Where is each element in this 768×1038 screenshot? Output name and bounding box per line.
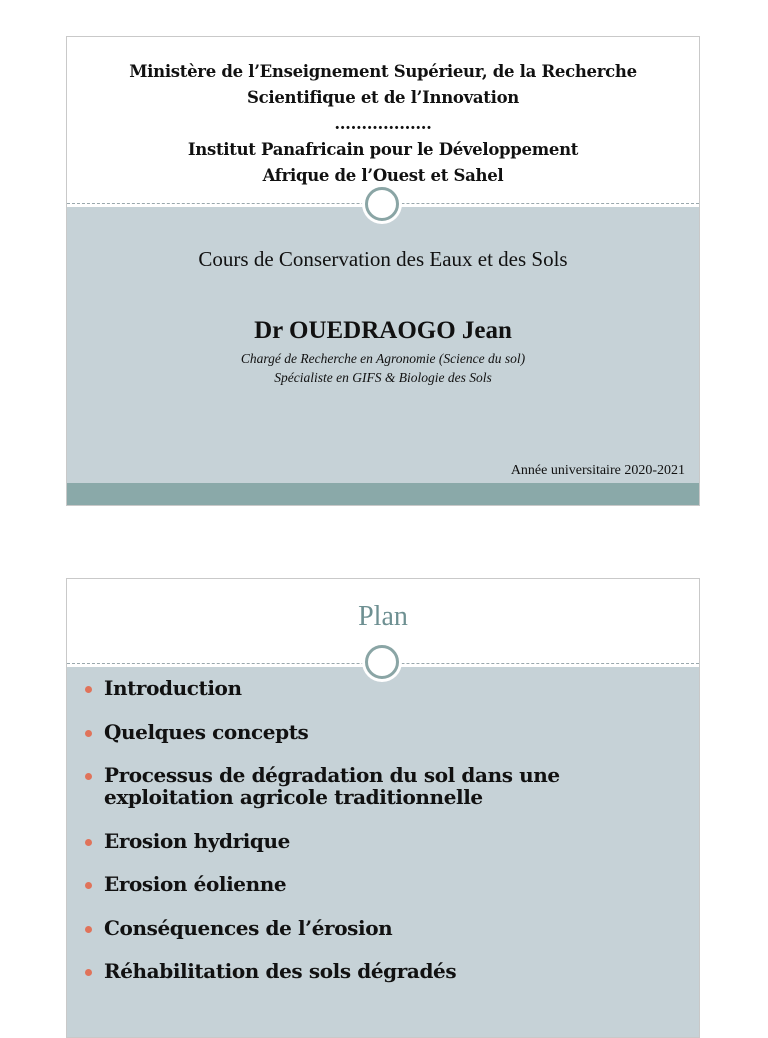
list-item-label: Introduction [104,676,242,700]
list-item-label: Processus de dégradation du sol dans une exploitation agricole traditionnelle [104,763,560,809]
header-line: Scientifique et de l’Innovation [247,88,519,107]
author-name: Dr OUEDRAOGO Jean [254,317,512,344]
circle-ornament-icon [365,187,399,221]
author-specialty: Spécialiste en GIFS & Biologie des Sols [274,370,492,385]
list-item [85,917,689,939]
bullet-icon [85,969,92,976]
footer-band [67,483,699,505]
list-item [85,721,689,743]
header-line: Afrique de l’Ouest et Sahel [262,166,504,185]
bullet-icon [85,882,92,889]
plan-slide [66,578,700,1038]
header-separator: ……………… [334,114,432,133]
course-title: Cours de Conservation des Eaux et des Sols [198,247,568,271]
ministry-header [67,59,699,189]
bullet-icon [85,773,92,780]
list-item-label: Conséquences de l’érosion [104,915,393,940]
title-slide [66,36,700,506]
bullet-icon [85,686,92,693]
academic-year: Année universitaire 2020-2021 [510,463,685,478]
list-item [85,873,689,895]
list-item [85,960,689,982]
list-item-label: Quelques concepts [104,719,309,744]
plan-list [85,677,689,1004]
plan-title: Plan [358,601,408,632]
list-item [85,764,689,808]
author-role: Chargé de Recherche en Agronomie (Science du sol) [240,351,526,366]
title-slide-header [67,37,699,203]
list-item-label: Erosion éolienne [104,872,287,896]
list-item-label: Réhabilitation des sols dégradés [104,959,457,983]
list-item-label: Erosion hydrique [104,828,290,853]
header-line: Ministère de l’Enseignement Supérieur, de la Recherche [129,62,637,81]
bullet-icon [85,839,92,846]
list-item [85,677,689,699]
bullet-icon [85,730,92,737]
bullet-icon [85,926,92,933]
header-line: Institut Panafricain pour le Développement [187,140,579,159]
list-item [85,830,689,852]
circle-ornament-icon [365,645,399,679]
